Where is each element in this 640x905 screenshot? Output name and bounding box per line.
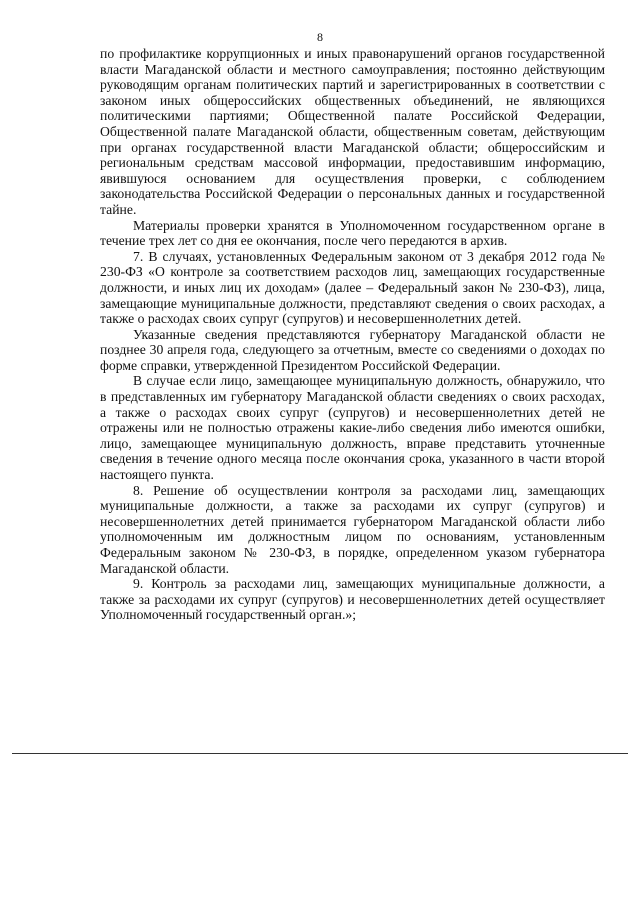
- paragraph-archive: Материалы проверки хранятся в Уполномоченном государственном органе в течение трех лет со дня ее окончания, после чего передаются в архив.: [100, 217, 605, 249]
- paragraph-item-7: 7. В случаях, установленных Федеральным законом от 3 декабря 2012 года № 230-ФЗ «О контроле за соответствием расходов лиц, замещающих государственные должности, и иных лиц их доходам» (далее – Федеральный закон № 230-ФЗ), лица, замещающие муниципальные должности, представляют сведения о своих расходах, а также о расходах своих супруг (супругов) и несовершеннолетних детей.: [100, 248, 605, 327]
- paragraph-corrections: В случае если лицо, замещающее муниципальную должность, обнаружило, что в представленных им губернатору Магаданской области сведениях о своих расходах, а также о расходах своих супруг (супругов) и несовершеннолетних детей не отражены или не полностью отражены какие-либо сведения либо имеются ошибки, лицо, замещающее муниципальную должность, вправе представить уточненные сведения в течение одного месяца после окончания срока, указанного в части второй настоящего пункта.: [100, 373, 605, 483]
- paragraph-item-8: 8. Решение об осуществлении контроля за расходами лиц, замещающих муниципальные должности, а также за расходами их супруг (супругов) и несовершеннолетних детей принимается губернатором Магаданской области либо уполномоченным им должностным лицом по основаниям, установленным Федеральным законом № 230-ФЗ, в порядке, определенном указом губернатора Магаданской области.: [100, 482, 605, 576]
- paragraph-deadline: Указанные сведения представляются губернатору Магаданской области не позднее 30 апреля года, следующего за отчетным, вместе со сведениями о доходах по форме справки, утвержденной Президентом Российской Федерации.: [100, 326, 605, 373]
- document-body: [100, 46, 605, 623]
- paragraph-continuation: по профилактике коррупционных и иных правонарушений органов государственной власти Магаданской области и местного самоуправления; постоянно действующим руководящим органам политических партий и зарегистрированных в соответствии с законом иных общероссийских общественных объединений, не являющихся политическими партиями; Общественной палате Российской Федерации, Общественной палате Магаданской области, общественным советам, действующим при органах государственной власти Магаданской области; общероссийским и региональным средствам массовой информации, предоставившим информацию, явившуюся основанием для осуществления проверки, с соблюдением законодательства Российской Федерации о персональных данных и государственной тайне.: [100, 46, 605, 217]
- paragraph-item-9: 9. Контроль за расходами лиц, замещающих муниципальные должности, а также за расходами их супруг (супругов) и несовершеннолетних детей осуществляет Уполномоченный государственный орган.»;: [100, 576, 605, 623]
- footer-divider: [12, 753, 628, 754]
- page-number: 8: [317, 30, 323, 44]
